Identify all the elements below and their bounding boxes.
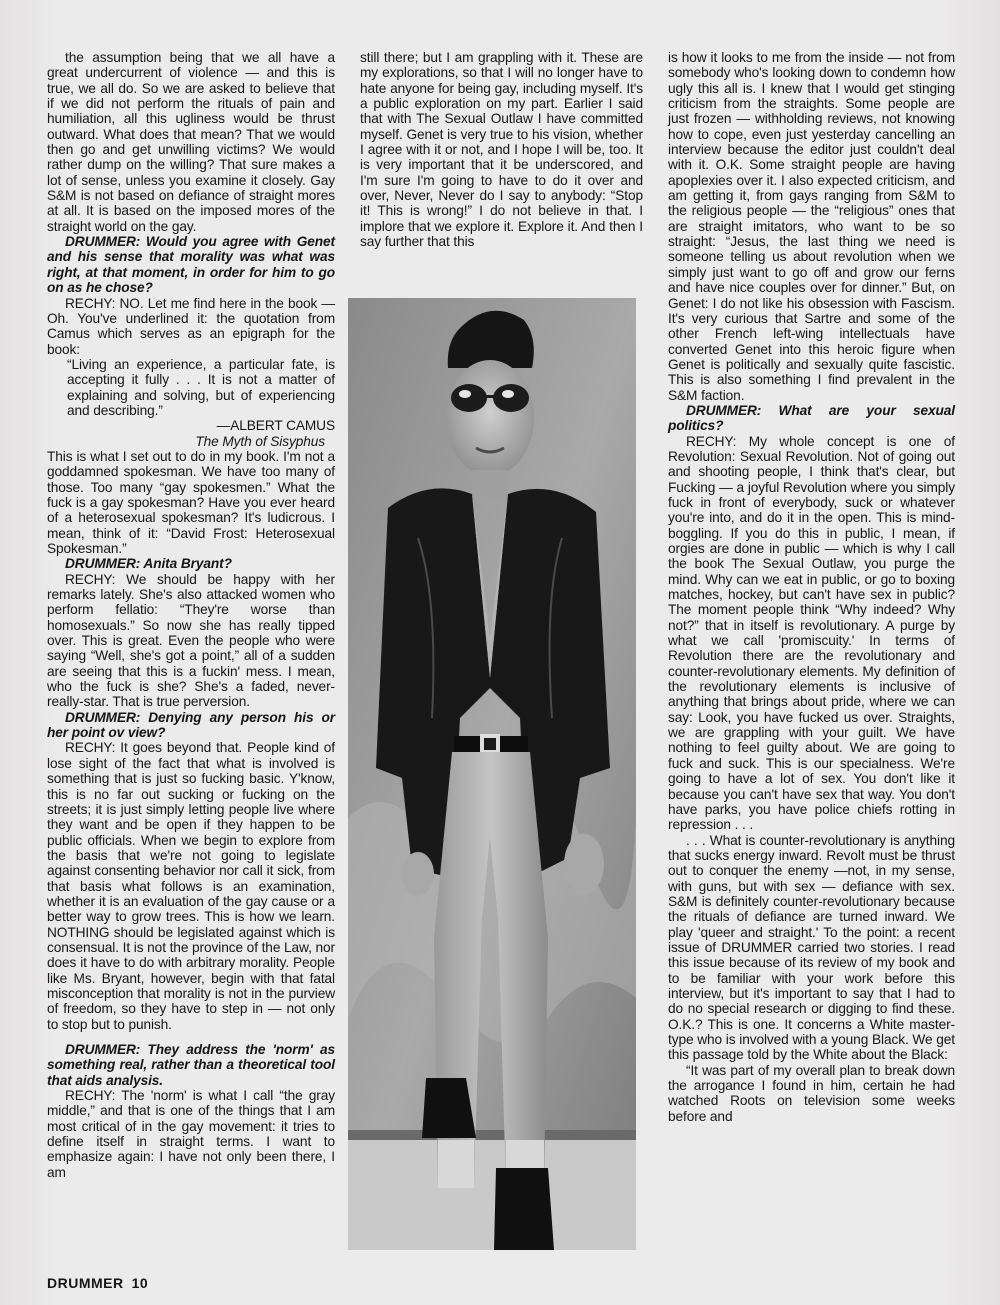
text-column-2 xyxy=(360,50,643,249)
interviewer-question: DRUMMER: Would you agree with Genet and his sense that morality was what was right, at that moment, in order for him to go on as he chose? xyxy=(47,234,335,296)
quote-attribution: —ALBERT CAMUS xyxy=(216,418,335,434)
text-column-1 xyxy=(47,50,335,1180)
man-in-leather-jacket-illustration xyxy=(348,298,636,1250)
paragraph: . . . What is counter-revolutionary is anything that sucks energy inward. Revolt must be thrust out to conquer the enemy —not, in my sense, with guns, but with sex — defiance with sex. S&M is definitely counter-revolutionary because the rituals of defiance are turned inward. We play 'queer and straight.' To the point: a recent issue of DRUMMER carried two stories. I read this issue because of its review of my book and to be familiar with your work before this interview, but it's important to say that I had to do no special research or digging to find these. O.K.? This is one. It concerns a White master-type who is involved with a young Black. We get this passage told by the White about the Black: xyxy=(668,832,955,1063)
paragraph: RECHY: My whole concept is one of Revolution: Sexual Revolution. Not of going out and shooting people, I think that's clear, but Fucking — a joyful Revolution where you simply fuck in front of everybody, suck or whatever you're into, and do it in the open. This is mind-boggling. If you do this in public, I mean, if orgies are done in public — which is why I call the book The Sexual Outlaw, you purge the mind. Why can we eat in public, or go to boxing matches, hockey, but can't have sex in public? The moment people think “Why indeed? Why not?” that in itself is revolutionary. A purge by what we call 'promiscuity.' In terms of Revolution there are the revolutionary and counter-revolutionary elements. My definition of the revolutionary elements is inclusive of anything that brings about pride, where we can say: Look, you have fucked us over. Straights, we are grappling with your guilt. We have nothing to feel guilty about. We are going to fuck and suck. This is our specialness. We're going to have a lot of sex. You don't like it because you can't have sex that way. You don't have parks, you have police chiefs rotting in repression . . . xyxy=(668,433,955,833)
paragraph: “It was part of my overall plan to break down the arrogance I found in him, certain he had watched Roots on television some weeks before and xyxy=(668,1062,955,1124)
interviewer-question: DRUMMER: Denying any person his or her point ov view? xyxy=(47,709,335,741)
epigraph-quote: “Living an experience, a particular fate, is accepting it fully . . . It is not a matter of explaining and solving, but of experiencing and describing.” xyxy=(67,356,335,418)
magazine-name: DRUMMER xyxy=(47,1275,124,1291)
interviewer-question: DRUMMER: They address the 'norm' as something real, rather than a theoretical tool that aids analysis. xyxy=(47,1042,335,1088)
paragraph: RECHY: NO. Let me find here in the book — Oh. You've underlined it: the quotation from Camus which serves as an epigraph for the book: xyxy=(47,295,335,357)
page-footer xyxy=(47,1275,156,1291)
interviewer-question: DRUMMER: Anita Bryant? xyxy=(65,556,232,572)
paragraph: is how it looks to me from the inside — not from somebody who's looking down to condemn how ugly this all is. I knew that I would get stinging criticism from the straights. Some people are just frozen — withholding reviews, not knowing how to cope, even just yesterday cancelling an interview because the editor just couldn't deal with it. O.K. Some straight people are having apoplexies over it. I also expected criticism, and am getting it, from gays ranging from S&M to the religious people — the “religious” ones that are straight imitators, who want to be so straight: “Jesus, the last thing we need is someone telling us about revolution when we simply just want to go off and grow our ferns and have nice couples over for dinner.” But, on Genet: I do not like his obsession with Fascism. It's very curious that Sartre and some of the other French left-wing intellectuals have converted Genet into this heroic figure when Genet is politically and sexually quite fascistic. This is also something I find prevalent in the S&M faction. xyxy=(668,50,955,403)
paragraph: the assumption being that we all have a great undercurrent of violence — and this is true, we all do. So we are asked to believe that if we did not perform the rituals of pain and humiliation, all this ugliness would be thrust outward. What does that mean? That we would then go and get unwilling victims? We would rather dump on the willing? That sure makes a lot of sense, unless you examine it closely. Gay S&M is not based on defiance of straight mores at all. It is based on the imposed mores of the straight world on the gay. xyxy=(47,50,335,234)
interviewer-question: DRUMMER: What are your sexual politics? xyxy=(668,402,955,434)
paragraph: RECHY: We should be happy with her remarks lately. She's also attacked women who perform fellatio: “They're worse than homosexuals.” So now she has really tipped over. This is great. Even the people who were saying “Well, she's got a point,” all of a sudden are seeing that this is a fuckin' mess. I mean, who the fuck is she? She's a faded, never-really-star. That is true perversion. xyxy=(47,571,335,710)
paragraph: RECHY: It goes beyond that. People kind of lose sight of the fact that what is involved is something that is just so fucking basic. Y'know, this is no far out sucking or fucking on the streets; it is just simply letting people live where they want and be open if they happen to be public officials. When we begin to explore from the basis that we're not going to legislate against consenting behavior nor call it sick, from that basis what follows is an examination, whether it is an evaluation of the gay cause or a better way to grow trees. This is how we learn. NOTHING should be legislated against which is consensual. It is not the province of the Law, nor does it have to do with arbitrary morality. People like Ms. Bryant, however, begin with that fatal misconception that morality is not in the purview of freedom, so they have to step in — not only to stop but to punish. xyxy=(47,740,335,1032)
paragraph: still there; but I am grappling with it. These are my explorations, so that I will no longer have to hate anyone for being gay, including myself. It's a public exploration on my part. Earlier I said that with The Sexual Outlaw I have committed myself. Genet is very true to his vision, whether I agree with it or not, and I hope I will be, too. It is very important that it be underscored, and I'm sure I'm going to have to do it over and over, Never, Never do I say to anybody: “Stop it! This is wrong!” I do not believe in that. I implore that we explore it. Explore it. And then I say further that this xyxy=(360,50,643,250)
page-number: 10 xyxy=(131,1275,149,1291)
quote-source: The Myth of Sisyphus xyxy=(195,433,325,449)
portrait-photo xyxy=(348,298,636,1250)
paragraph: RECHY: The 'norm' is what I call “the gray middle,” and that is one of the things that I am most critical of in the gay movement: it tries to define itself in straight terms. I want to emphasize again: I have not only been there, I am xyxy=(47,1088,335,1180)
paragraph: This is what I set out to do in my book. I'm not a goddamned spokesman. We have too many of those. Too many “gay spokesmen.” What the fuck is a gay spokesman? Have you ever heard of a heterosexual spokesman? It's ludicrous. I mean, think of it: “David Frost: Heterosexual Spokesman.” xyxy=(47,448,335,556)
text-column-3 xyxy=(668,50,955,1124)
